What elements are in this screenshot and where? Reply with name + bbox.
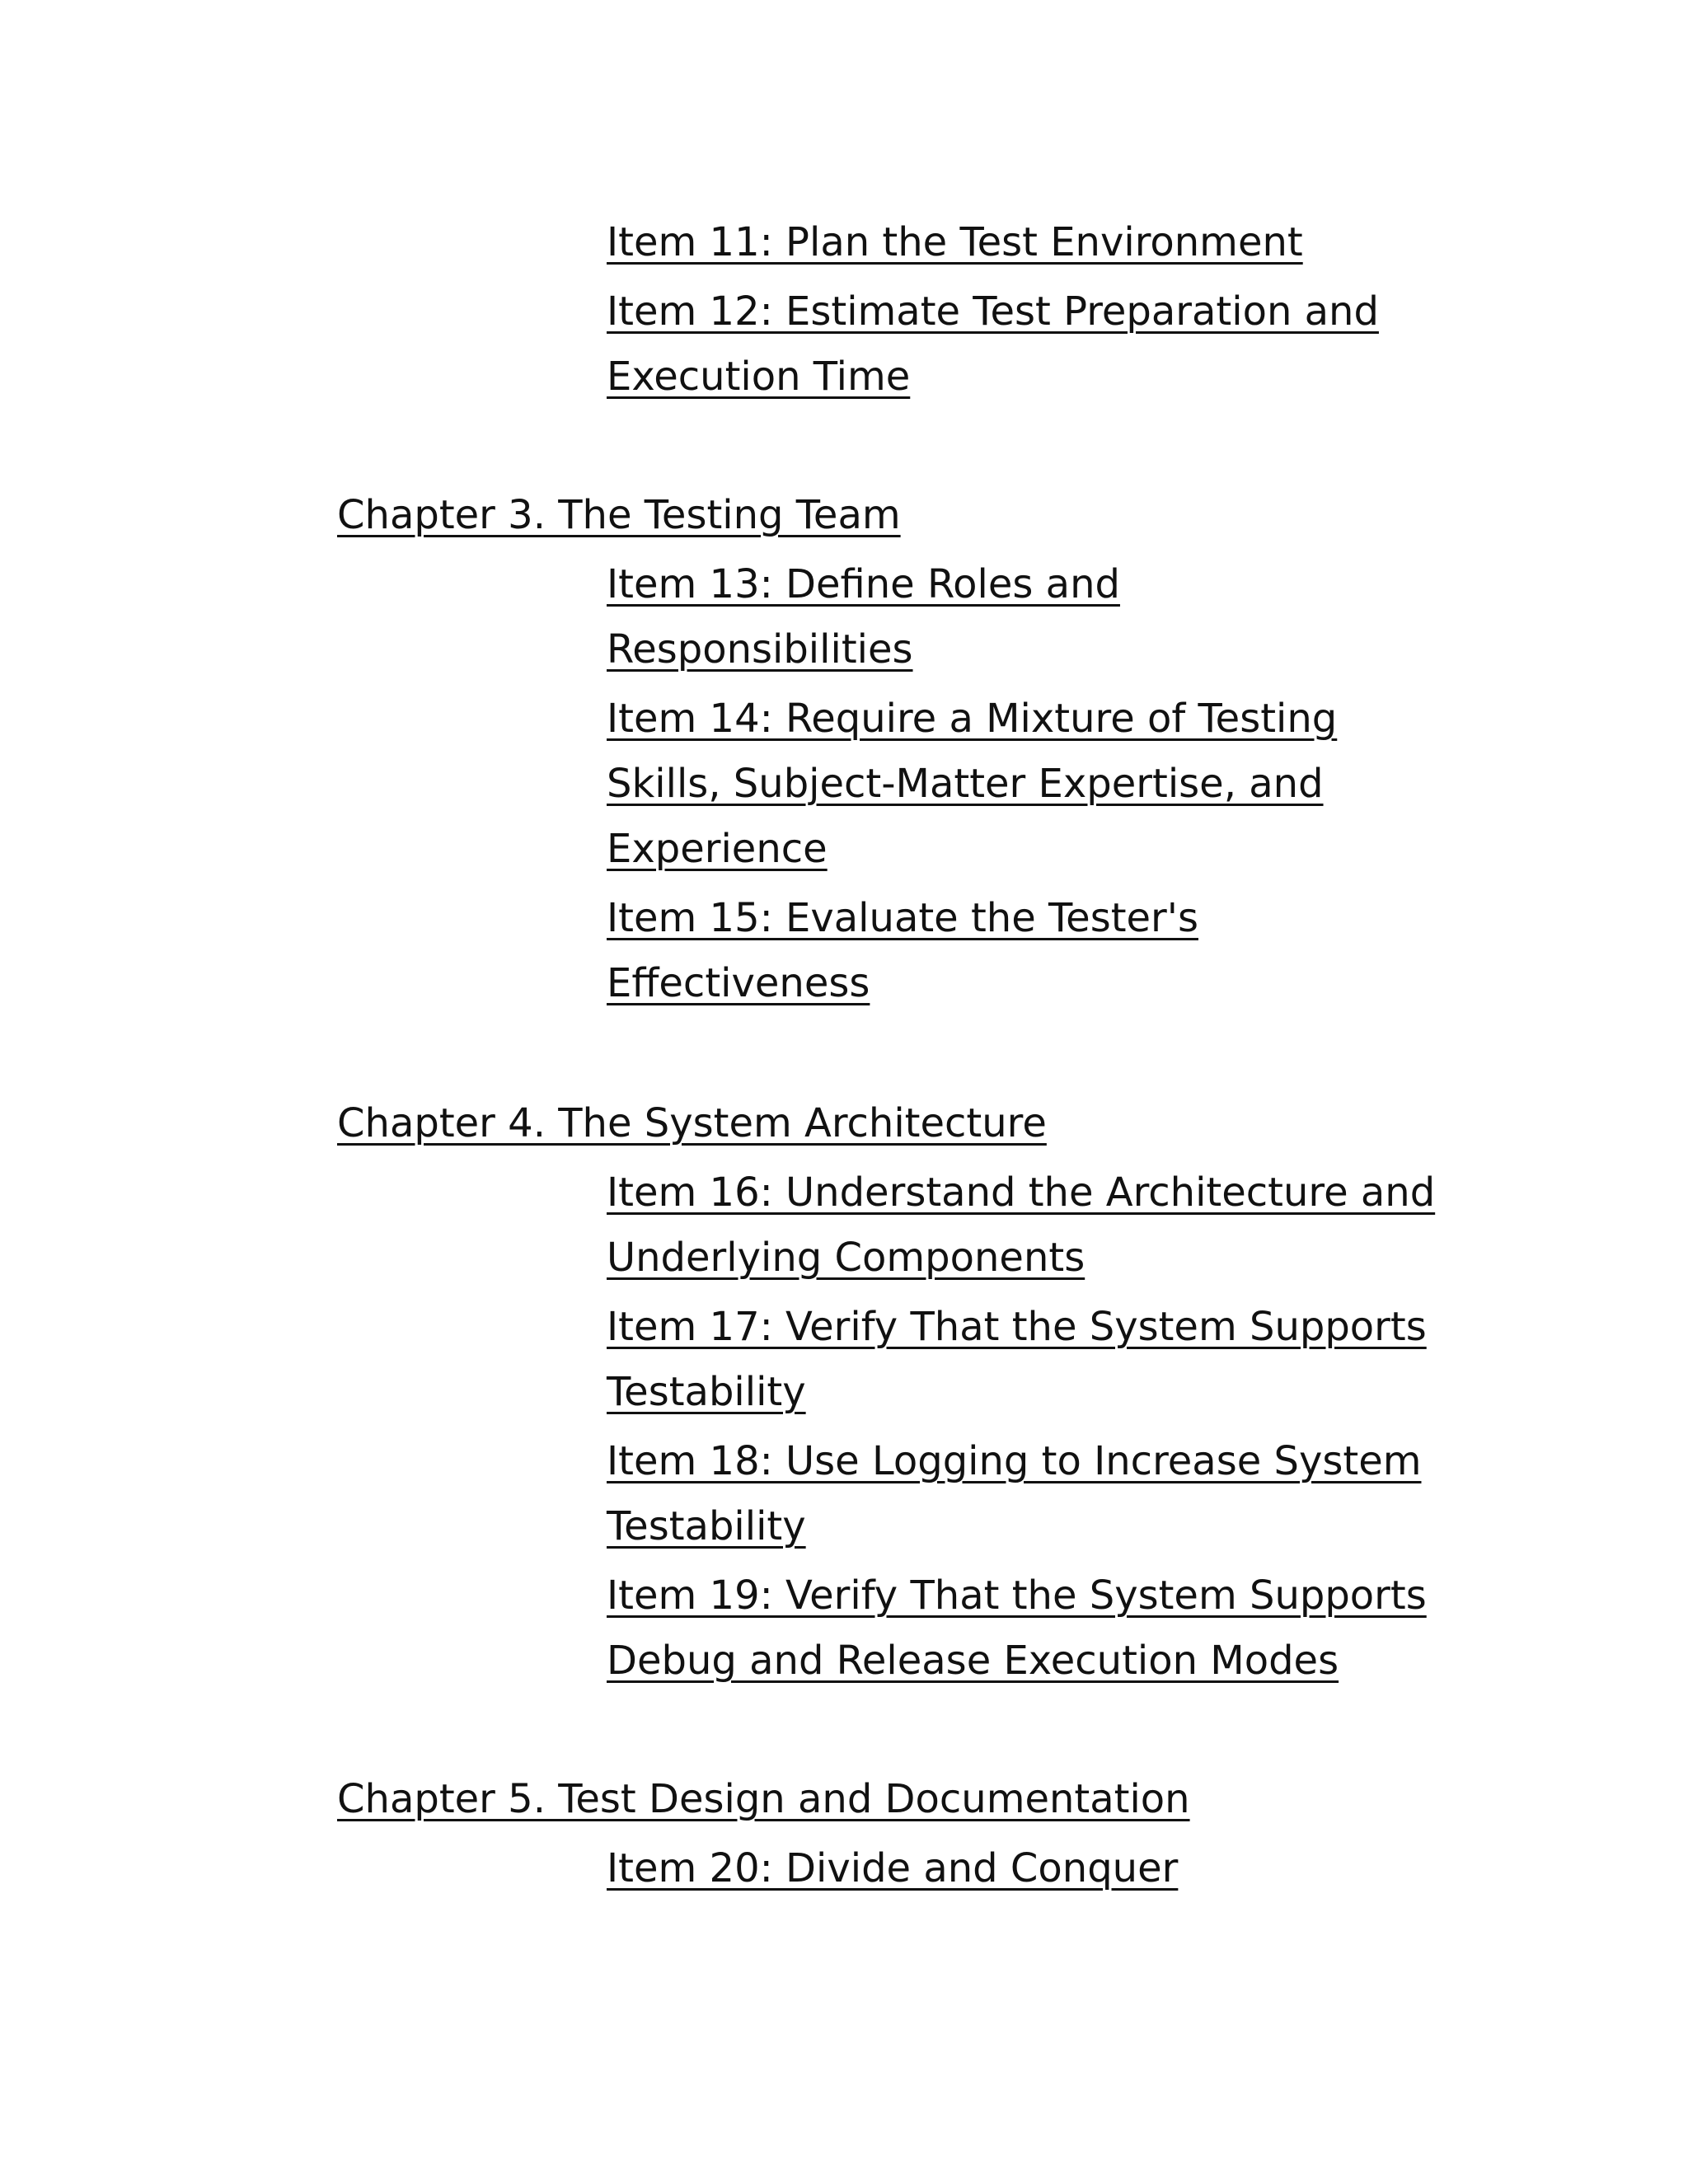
toc-link-chapter-3[interactable]: Chapter 3. The Testing Team: [337, 492, 901, 538]
toc-link-item-19-continued[interactable]: Debug and Release Execution Modes: [607, 1638, 1339, 1684]
toc-link-item-12-continued[interactable]: Execution Time: [607, 354, 911, 400]
toc-link-item-15[interactable]: Item 15: Evaluate the Tester's: [607, 895, 1198, 941]
toc-link-item-14-continued-2[interactable]: Experience: [607, 826, 828, 872]
toc-link-item-16[interactable]: Item 16: Understand the Architecture and: [607, 1169, 1436, 1216]
toc-link-item-18[interactable]: Item 18: Use Logging to Increase System: [607, 1438, 1422, 1484]
toc-link-item-15-continued[interactable]: Effectiveness: [607, 960, 870, 1006]
toc-link-item-14-continued[interactable]: Skills, Subject-Matter Expertise, and: [607, 761, 1324, 807]
toc-link-chapter-5[interactable]: Chapter 5. Test Design and Documentation: [337, 1776, 1190, 1822]
toc-link-item-11[interactable]: Item 11: Plan the Test Environment: [607, 219, 1303, 265]
toc-link-item-14[interactable]: Item 14: Require a Mixture of Testing: [607, 696, 1338, 742]
toc-link-item-13[interactable]: Item 13: Define Roles and: [607, 561, 1120, 607]
toc-link-item-20[interactable]: Item 20: Divide and Conquer: [607, 1845, 1179, 1891]
toc-link-chapter-4[interactable]: Chapter 4. The System Architecture: [337, 1100, 1047, 1146]
toc-link-item-16-continued[interactable]: Underlying Components: [607, 1235, 1085, 1281]
toc-link-item-17-continued[interactable]: Testability: [607, 1369, 806, 1415]
toc-link-item-12[interactable]: Item 12: Estimate Test Preparation and: [607, 288, 1379, 335]
toc-link-item-17[interactable]: Item 17: Verify That the System Supports: [607, 1304, 1427, 1350]
toc-link-item-13-continued[interactable]: Responsibilities: [607, 626, 913, 673]
toc-link-item-19[interactable]: Item 19: Verify That the System Supports: [607, 1572, 1427, 1619]
toc-link-item-18-continued[interactable]: Testability: [607, 1503, 806, 1549]
